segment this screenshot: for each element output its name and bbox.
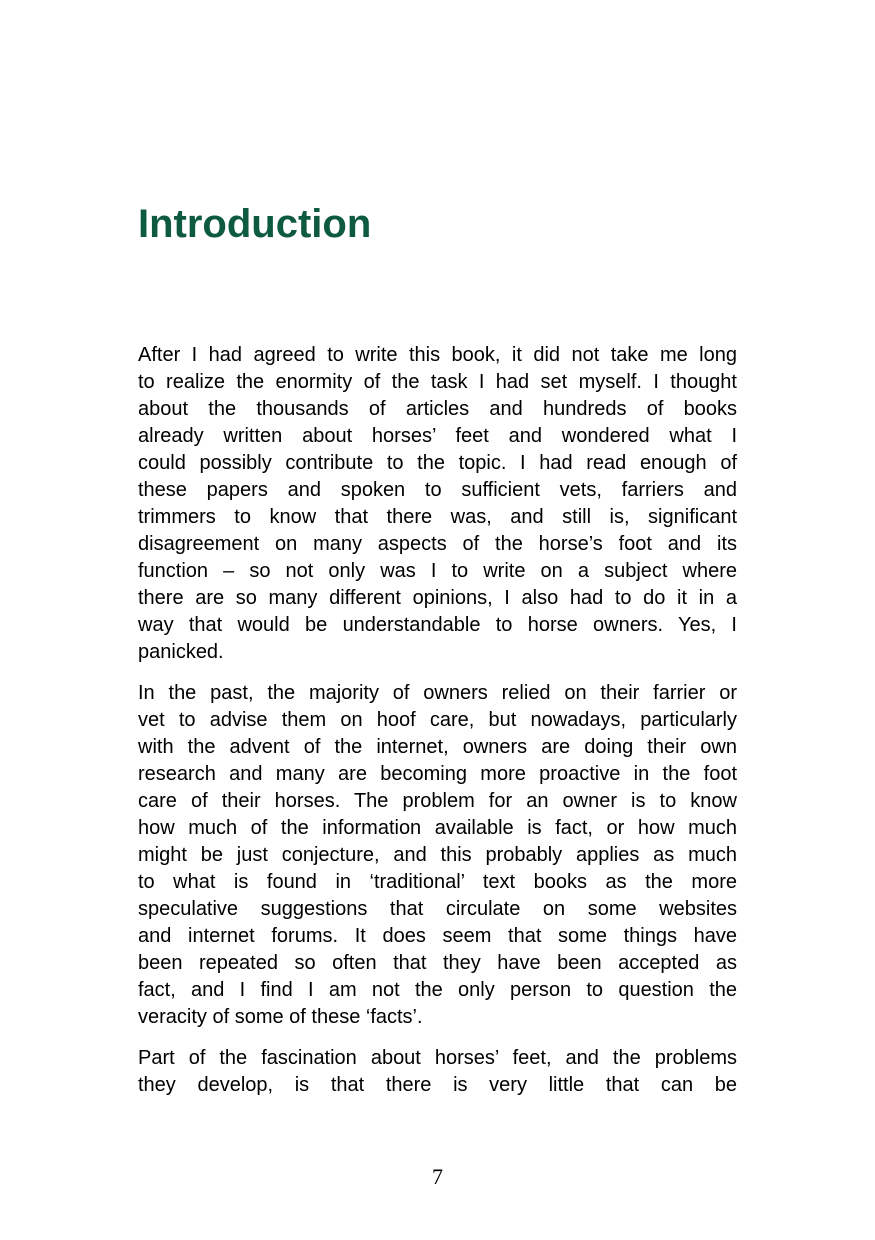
page-number: 7 [432,1164,443,1189]
text-line: care of their horses. The problem for an owner is to know [138,790,737,812]
text-line: In the past, the majority of owners relied on their farrier or [138,682,737,704]
text-line: vet to advise them on hoof care, but nowadays, particularly [138,709,737,731]
paragraph-2 [138,680,737,1031]
text-line: panicked. [138,641,224,663]
text-line: disagreement on many aspects of the horse’s foot and its [138,533,737,555]
text-line: already written about horses’ feet and wondered what I [138,425,737,447]
text-line: Part of the fascination about horses’ feet, and the problems [138,1047,737,1069]
text-line: might be just conjecture, and this probably applies as much [138,844,737,866]
text-line: these papers and spoken to sufficient vets, farriers and [138,479,737,501]
text-line: how much of the information available is fact, or how much [138,817,737,839]
text-line: trimmers to know that there was, and still is, significant [138,506,737,528]
text-line: to realize the enormity of the task I had set myself. I thought [138,371,737,393]
text-line: been repeated so often that they have been accepted as [138,952,737,974]
text-line: and internet forums. It does seem that some things have [138,925,737,947]
text-line: could possibly contribute to the topic. I had read enough of [138,452,737,474]
text-line: function – so not only was I to write on a subject where [138,560,737,582]
text-line: speculative suggestions that circulate on some websites [138,898,737,920]
text-line: with the advent of the internet, owners are doing their own [138,736,737,758]
text-line: they develop, is that there is very little that can be [138,1074,737,1096]
text-line: there are so many different opinions, I also had to do it in a [138,587,737,609]
paragraph-1 [138,342,737,666]
chapter-body [138,342,737,1113]
text-line: fact, and I find I am not the only person to question the [138,979,737,1001]
paragraph-3 [138,1045,737,1099]
text-line: research and many are becoming more proactive in the foot [138,763,737,785]
text-line: about the thousands of articles and hundreds of books [138,398,737,420]
text-line: veracity of some of these ‘facts’. [138,1006,423,1028]
chapter-title: Introduction [138,202,372,246]
text-line: After I had agreed to write this book, it did not take me long [138,344,737,366]
text-line: to what is found in ‘traditional’ text books as the more [138,871,737,893]
text-line: way that would be understandable to horse owners. Yes, I [138,614,737,636]
